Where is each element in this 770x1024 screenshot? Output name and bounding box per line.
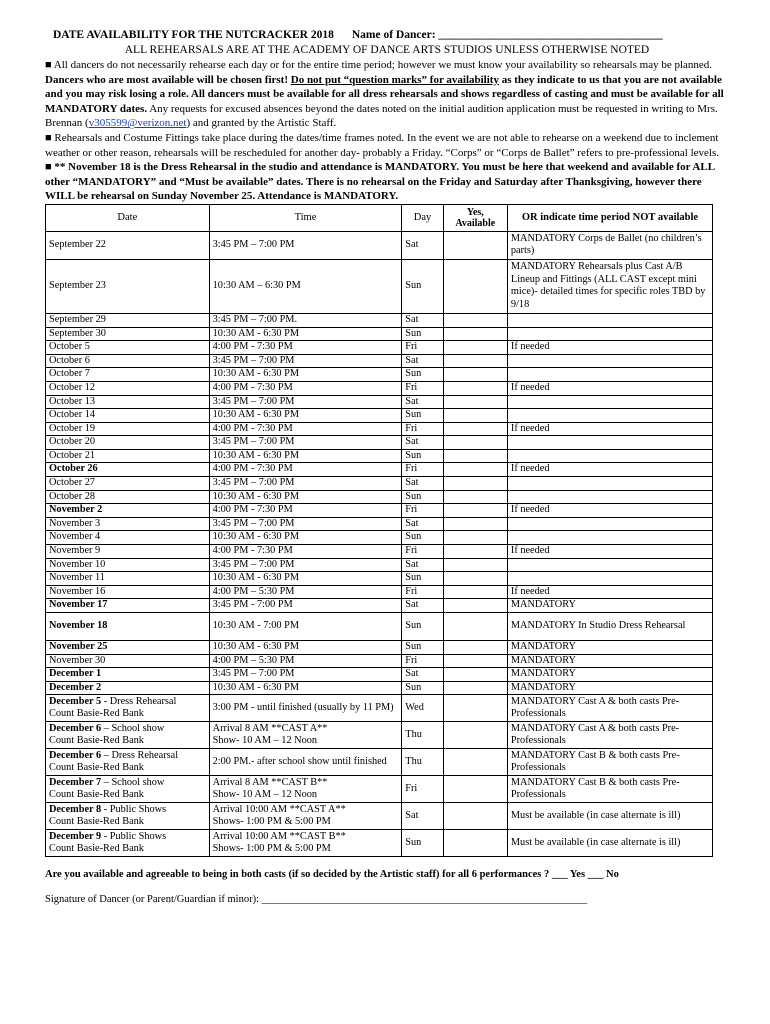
day-cell: Sun — [402, 641, 443, 655]
table-row — [46, 695, 713, 722]
note-cell[interactable]: If needed — [507, 341, 712, 355]
note-cell[interactable]: MANDATORY Cast A & both casts Pre-Professionals — [507, 722, 712, 749]
note-cell[interactable] — [507, 327, 712, 341]
title-line — [45, 28, 729, 43]
table-row — [46, 517, 713, 531]
date-cell: November 10 — [46, 558, 210, 572]
note-cell[interactable]: MANDATORY — [507, 668, 712, 682]
table-row — [46, 231, 713, 259]
day-cell: Sun — [402, 368, 443, 382]
time-cell: 10:30 AM - 6:30 PM — [209, 531, 402, 545]
available-cell[interactable] — [443, 668, 507, 682]
signature-line[interactable]: Signature of Dancer (or Parent/Guardian if minor): ______________________________________________________________ — [45, 894, 588, 906]
time-cell: 10:30 AM - 6:30 PM — [209, 641, 402, 655]
venue: Count Basie-Red Bank — [49, 789, 144, 801]
day-cell: Thu — [402, 749, 443, 776]
available-cell[interactable] — [443, 599, 507, 613]
para1-text-a: ■ All dancers do not necessarily rehearse each day or for the entire time period; however we must know your availability so rehearsals may be planned. — [45, 59, 713, 71]
time-line: Arrival 10:00 AM **CAST A** — [212, 803, 346, 815]
date-cell: December 1 — [46, 668, 210, 682]
note-cell[interactable] — [507, 558, 712, 572]
time-line-2: Shows- 1:00 PM & 5:00 PM — [212, 816, 331, 828]
date-cell: November 3 — [46, 517, 210, 531]
date-cell: November 17 — [46, 599, 210, 613]
day-cell: Sat — [402, 436, 443, 450]
day-cell: Sat — [402, 313, 443, 327]
date-cell — [46, 776, 210, 803]
note-cell[interactable]: MANDATORY In Studio Dress Rehearsal — [507, 613, 712, 641]
document-title: DATE AVAILABILITY FOR THE NUTCRACKER 2018 — [53, 29, 334, 41]
day-cell: Fri — [402, 654, 443, 668]
note-cell[interactable]: MANDATORY — [507, 654, 712, 668]
note-cell[interactable] — [507, 409, 712, 423]
day-cell: Sat — [402, 599, 443, 613]
available-cell[interactable] — [443, 695, 507, 722]
note-cell[interactable] — [507, 395, 712, 409]
date-cell: October 5 — [46, 341, 210, 355]
time-cell: 4:00 PM - 7:30 PM — [209, 341, 402, 355]
table-row — [46, 368, 713, 382]
date-cell: October 12 — [46, 381, 210, 395]
table-row — [46, 803, 713, 830]
day-cell: Fri — [402, 585, 443, 599]
time-cell: 10:30 AM – 6:30 PM — [209, 259, 402, 313]
available-cell[interactable] — [443, 572, 507, 586]
time-cell: 10:30 AM - 6:30 PM — [209, 409, 402, 423]
day-cell: Sat — [402, 558, 443, 572]
available-cell[interactable] — [443, 585, 507, 599]
table-row — [46, 722, 713, 749]
available-cell[interactable] — [443, 409, 507, 423]
note-cell[interactable]: MANDATORY Rehearsals plus Cast A/B Lineup and Fittings (ALL CAST except mini mice)- detailed times for specific roles TBD by 9/18 — [507, 259, 712, 313]
table-row — [46, 572, 713, 586]
table-row — [46, 545, 713, 559]
event-date: December 6 — [49, 722, 102, 734]
time-line: Arrival 8 AM **CAST B** — [212, 776, 328, 788]
day-cell: Fri — [402, 341, 443, 355]
date-cell — [46, 695, 210, 722]
available-cell[interactable] — [443, 368, 507, 382]
header-date: Date — [46, 204, 210, 231]
event-date: December 8 — [49, 803, 102, 815]
time-cell: 3:45 PM - 7:00 PM — [209, 599, 402, 613]
day-cell: Sun — [402, 490, 443, 504]
day-cell: Thu — [402, 722, 443, 749]
rehearsal-paragraph: ■ Rehearsals and Costume Fittings take place during the dates/time frames noted. In the event we are not able to rehearse on a weekend due to inclement weather or other reason, rehearsals will be rescheduled for another day- probably a Friday. “Corps” or “Corps de Ballet” refers to pre-professional levels. — [45, 131, 720, 159]
day-cell: Sat — [402, 517, 443, 531]
event-type: – Dress Rehearsal — [101, 749, 179, 761]
note-cell[interactable] — [507, 313, 712, 327]
date-cell: December 2 — [46, 681, 210, 695]
day-cell: Fri — [402, 776, 443, 803]
time-line: 3:00 PM - until finished (usually by 11 PM) — [212, 702, 394, 714]
date-cell: October 13 — [46, 395, 210, 409]
date-cell: October 27 — [46, 477, 210, 491]
table-row — [46, 449, 713, 463]
time-cell: 4:00 PM - 7:30 PM — [209, 545, 402, 559]
note-cell[interactable]: MANDATORY Cast B & both casts Pre-Professionals — [507, 776, 712, 803]
note-cell[interactable] — [507, 436, 712, 450]
date-cell: September 23 — [46, 259, 210, 313]
event-type: – School show — [101, 776, 165, 788]
date-cell: October 6 — [46, 354, 210, 368]
time-cell: 4:00 PM – 5:30 PM — [209, 585, 402, 599]
event-date: December 5 — [49, 695, 102, 707]
para1-text-f: ) and granted by the Artistic Staff. — [186, 117, 337, 130]
day-cell: Sun — [402, 259, 443, 313]
para1-text-c: Do not put “question marks” for availability — [290, 73, 499, 86]
table-row — [46, 599, 713, 613]
para3-text: ■ ** November 18 is the Dress Rehearsal in the studio and attendance is MANDATORY. You must be here that weekend and available for ALL other “MANDATORY” and “Must be available” dates. There is no rehearsal on the Friday and Saturday after Thanksgiving, however there WILL be rehearsal on Sunday November 25. Attendance is MANDATORY. — [45, 161, 715, 203]
available-cell[interactable] — [443, 313, 507, 327]
venue: Count Basie-Red Bank — [49, 762, 144, 774]
time-cell: 3:45 PM – 7:00 PM — [209, 517, 402, 531]
time-cell: 4:00 PM - 7:30 PM — [209, 422, 402, 436]
note-cell[interactable]: MANDATORY Cast A & both casts Pre-Professionals — [507, 695, 712, 722]
date-cell: October 26 — [46, 463, 210, 477]
available-cell[interactable] — [443, 327, 507, 341]
available-cell[interactable] — [443, 422, 507, 436]
note-cell[interactable]: If needed — [507, 381, 712, 395]
available-cell[interactable] — [443, 504, 507, 518]
date-cell: October 21 — [46, 449, 210, 463]
available-cell[interactable] — [443, 463, 507, 477]
day-cell: Fri — [402, 381, 443, 395]
location-notice: ALL REHEARSALS ARE AT THE ACADEMY OF DANCE ARTS STUDIOS UNLESS OTHERWISE NOTED — [124, 44, 650, 56]
available-cell[interactable] — [443, 613, 507, 641]
available-cell[interactable] — [443, 749, 507, 776]
table-row — [46, 436, 713, 450]
time-cell — [209, 830, 402, 857]
available-cell[interactable] — [443, 477, 507, 491]
para1-text-d: as they indicate to us that you are not available and you may risk losing a role. All dancers must be available for all dress rehearsals and shows regardless of casting and must be available for all MANDATORY dates. — [45, 73, 724, 115]
available-cell[interactable] — [443, 341, 507, 355]
table-header-row — [46, 204, 713, 231]
note-cell[interactable]: MANDATORY — [507, 641, 712, 655]
para1-text-b: Dancers who are most available will be chosen first! — [45, 73, 291, 86]
date-cell: October 7 — [46, 368, 210, 382]
both-casts-question[interactable]: Are you available and agreeable to being in both casts (if so decided by the Artistic staff) for all 6 performances ? ___ Yes ___ No — [45, 869, 619, 881]
event-date: December 9 — [49, 830, 102, 842]
time-cell: 3:45 PM – 7:00 PM — [209, 354, 402, 368]
date-cell: September 30 — [46, 327, 210, 341]
venue: Count Basie-Red Bank — [49, 735, 144, 747]
table-row — [46, 749, 713, 776]
note-cell[interactable] — [507, 490, 712, 504]
date-cell: November 30 — [46, 654, 210, 668]
header-available: Yes, Available — [443, 204, 507, 231]
day-cell: Fri — [402, 463, 443, 477]
note-cell[interactable]: If needed — [507, 463, 712, 477]
note-cell[interactable]: MANDATORY — [507, 599, 712, 613]
event-type: - Dress Rehearsal — [101, 695, 177, 707]
time-line: Arrival 8 AM **CAST A** — [212, 722, 328, 734]
date-cell: November 11 — [46, 572, 210, 586]
note-cell[interactable]: Must be available (in case alternate is ill) — [507, 803, 712, 830]
available-cell[interactable] — [443, 517, 507, 531]
date-cell: November 25 — [46, 641, 210, 655]
table-row — [46, 354, 713, 368]
venue: Count Basie-Red Bank — [49, 843, 144, 855]
table-row — [46, 422, 713, 436]
date-cell: September 29 — [46, 313, 210, 327]
day-cell: Sat — [402, 477, 443, 491]
time-line: Arrival 10:00 AM **CAST B** — [212, 830, 346, 842]
table-row — [46, 490, 713, 504]
time-cell — [209, 722, 402, 749]
note-cell[interactable]: If needed — [507, 422, 712, 436]
time-cell: 10:30 AM - 6:30 PM — [209, 681, 402, 695]
date-cell: September 22 — [46, 231, 210, 259]
table-row — [46, 654, 713, 668]
note-cell[interactable]: If needed — [507, 585, 712, 599]
time-cell: 4:00 PM - 7:30 PM — [209, 463, 402, 477]
time-cell: 10:30 AM - 6:30 PM — [209, 490, 402, 504]
date-cell: October 19 — [46, 422, 210, 436]
time-cell: 4:00 PM – 5:30 PM — [209, 654, 402, 668]
available-cell[interactable] — [443, 545, 507, 559]
time-cell: 10:30 AM - 6:30 PM — [209, 327, 402, 341]
time-cell: 3:45 PM – 7:00 PM. — [209, 313, 402, 327]
note-cell[interactable] — [507, 477, 712, 491]
header-day: Day — [402, 204, 443, 231]
table-row — [46, 327, 713, 341]
table-row — [46, 477, 713, 491]
day-cell: Sun — [402, 572, 443, 586]
table-row — [46, 776, 713, 803]
table-row — [46, 830, 713, 857]
date-cell — [46, 803, 210, 830]
time-cell — [209, 695, 402, 722]
email-link[interactable]: v305599@verizon.net — [88, 117, 187, 130]
time-line-2: Show- 10 AM – 12 Noon — [212, 789, 318, 801]
time-cell: 4:00 PM - 7:30 PM — [209, 381, 402, 395]
available-cell[interactable] — [443, 436, 507, 450]
event-type: - Public Shows — [101, 803, 167, 815]
day-cell: Sat — [402, 354, 443, 368]
table-row — [46, 668, 713, 682]
available-cell[interactable] — [443, 490, 507, 504]
table-row — [46, 259, 713, 313]
day-cell: Sun — [402, 409, 443, 423]
event-date: December 6 — [49, 749, 102, 761]
note-cell[interactable]: If needed — [507, 504, 712, 518]
note-cell[interactable] — [507, 368, 712, 382]
day-cell: Sun — [402, 327, 443, 341]
day-cell: Fri — [402, 545, 443, 559]
table-row — [46, 531, 713, 545]
day-cell: Fri — [402, 422, 443, 436]
available-cell[interactable] — [443, 354, 507, 368]
table-row — [46, 341, 713, 355]
table-row — [46, 585, 713, 599]
note-cell[interactable]: MANDATORY — [507, 681, 712, 695]
day-cell: Sat — [402, 395, 443, 409]
table-row — [46, 409, 713, 423]
note-cell[interactable]: MANDATORY Cast B & both casts Pre-Professionals — [507, 749, 712, 776]
time-cell — [209, 803, 402, 830]
date-cell: November 2 — [46, 504, 210, 518]
day-cell: Sat — [402, 231, 443, 259]
available-cell[interactable] — [443, 830, 507, 857]
event-date: December 7 — [49, 776, 102, 788]
schedule-table — [45, 204, 713, 857]
dancer-name-field[interactable]: Name of Dancer: _______________________________________ — [351, 29, 663, 41]
day-cell: Sun — [402, 613, 443, 641]
available-cell[interactable] — [443, 654, 507, 668]
dress-rehearsal-paragraph — [45, 160, 729, 204]
date-cell: November 16 — [46, 585, 210, 599]
time-cell: 10:30 AM - 6:30 PM — [209, 368, 402, 382]
day-cell: Sun — [402, 830, 443, 857]
time-cell: 3:45 PM – 7:00 PM — [209, 436, 402, 450]
time-cell — [209, 749, 402, 776]
time-cell: 4:00 PM - 7:30 PM — [209, 504, 402, 518]
date-cell — [46, 749, 210, 776]
time-line-2: Show- 10 AM – 12 Noon — [212, 735, 318, 747]
day-cell: Sat — [402, 803, 443, 830]
table-row — [46, 558, 713, 572]
note-cell[interactable] — [507, 354, 712, 368]
table-row — [46, 463, 713, 477]
event-type: - Public Shows — [101, 830, 167, 842]
day-cell: Sat — [402, 668, 443, 682]
note-cell[interactable] — [507, 572, 712, 586]
date-cell: November 9 — [46, 545, 210, 559]
header-time: Time — [209, 204, 402, 231]
available-cell[interactable] — [443, 803, 507, 830]
available-cell[interactable] — [443, 231, 507, 259]
para1-text-e: Any requests for excused absences beyond the dates noted on the initial audition application must be requested in writing to Mrs. Brennan ( — [45, 102, 718, 130]
day-cell: Wed — [402, 695, 443, 722]
time-cell: 3:45 PM – 7:00 PM — [209, 231, 402, 259]
date-cell — [46, 722, 210, 749]
time-line-2: Shows- 1:00 PM & 5:00 PM — [212, 843, 331, 855]
available-cell[interactable] — [443, 449, 507, 463]
date-cell — [46, 830, 210, 857]
table-row — [46, 381, 713, 395]
date-cell: October 14 — [46, 409, 210, 423]
available-cell[interactable] — [443, 395, 507, 409]
event-type: – School show — [101, 722, 165, 734]
note-cell[interactable] — [507, 531, 712, 545]
availability-paragraph — [45, 58, 729, 131]
time-cell: 3:45 PM – 7:00 PM — [209, 668, 402, 682]
time-cell: 3:45 PM – 7:00 PM — [209, 477, 402, 491]
available-cell[interactable] — [443, 381, 507, 395]
venue: Count Basie-Red Bank — [49, 816, 144, 828]
available-cell[interactable] — [443, 259, 507, 313]
available-cell[interactable] — [443, 776, 507, 803]
time-line: 2:00 PM.- after school show until finished — [212, 756, 387, 768]
day-cell: Fri — [402, 504, 443, 518]
time-cell: 3:45 PM – 7:00 PM — [209, 558, 402, 572]
header-not-available: OR indicate time period NOT available — [507, 204, 712, 231]
date-cell: November 18 — [46, 613, 210, 641]
day-cell: Sun — [402, 681, 443, 695]
date-cell: October 28 — [46, 490, 210, 504]
table-row — [46, 641, 713, 655]
table-row — [46, 613, 713, 641]
note-cell[interactable]: MANDATORY Corps de Ballet (no children’s parts) — [507, 231, 712, 259]
available-cell[interactable] — [443, 531, 507, 545]
time-cell: 3:45 PM – 7:00 PM — [209, 395, 402, 409]
day-cell: Sun — [402, 531, 443, 545]
date-cell: October 20 — [46, 436, 210, 450]
available-cell[interactable] — [443, 681, 507, 695]
table-row — [46, 504, 713, 518]
available-cell[interactable] — [443, 641, 507, 655]
table-row — [46, 313, 713, 327]
table-row — [46, 681, 713, 695]
note-cell[interactable]: If needed — [507, 545, 712, 559]
venue: Count Basie-Red Bank — [49, 708, 144, 720]
time-cell: 10:30 AM - 7:00 PM — [209, 613, 402, 641]
time-cell: 10:30 AM - 6:30 PM — [209, 572, 402, 586]
note-cell[interactable]: Must be available (in case alternate is ill) — [507, 830, 712, 857]
available-cell[interactable] — [443, 558, 507, 572]
note-cell[interactable] — [507, 517, 712, 531]
time-cell: 10:30 AM - 6:30 PM — [209, 449, 402, 463]
time-cell — [209, 776, 402, 803]
available-cell[interactable] — [443, 722, 507, 749]
table-row — [46, 395, 713, 409]
day-cell: Sun — [402, 449, 443, 463]
date-cell: November 4 — [46, 531, 210, 545]
note-cell[interactable] — [507, 449, 712, 463]
